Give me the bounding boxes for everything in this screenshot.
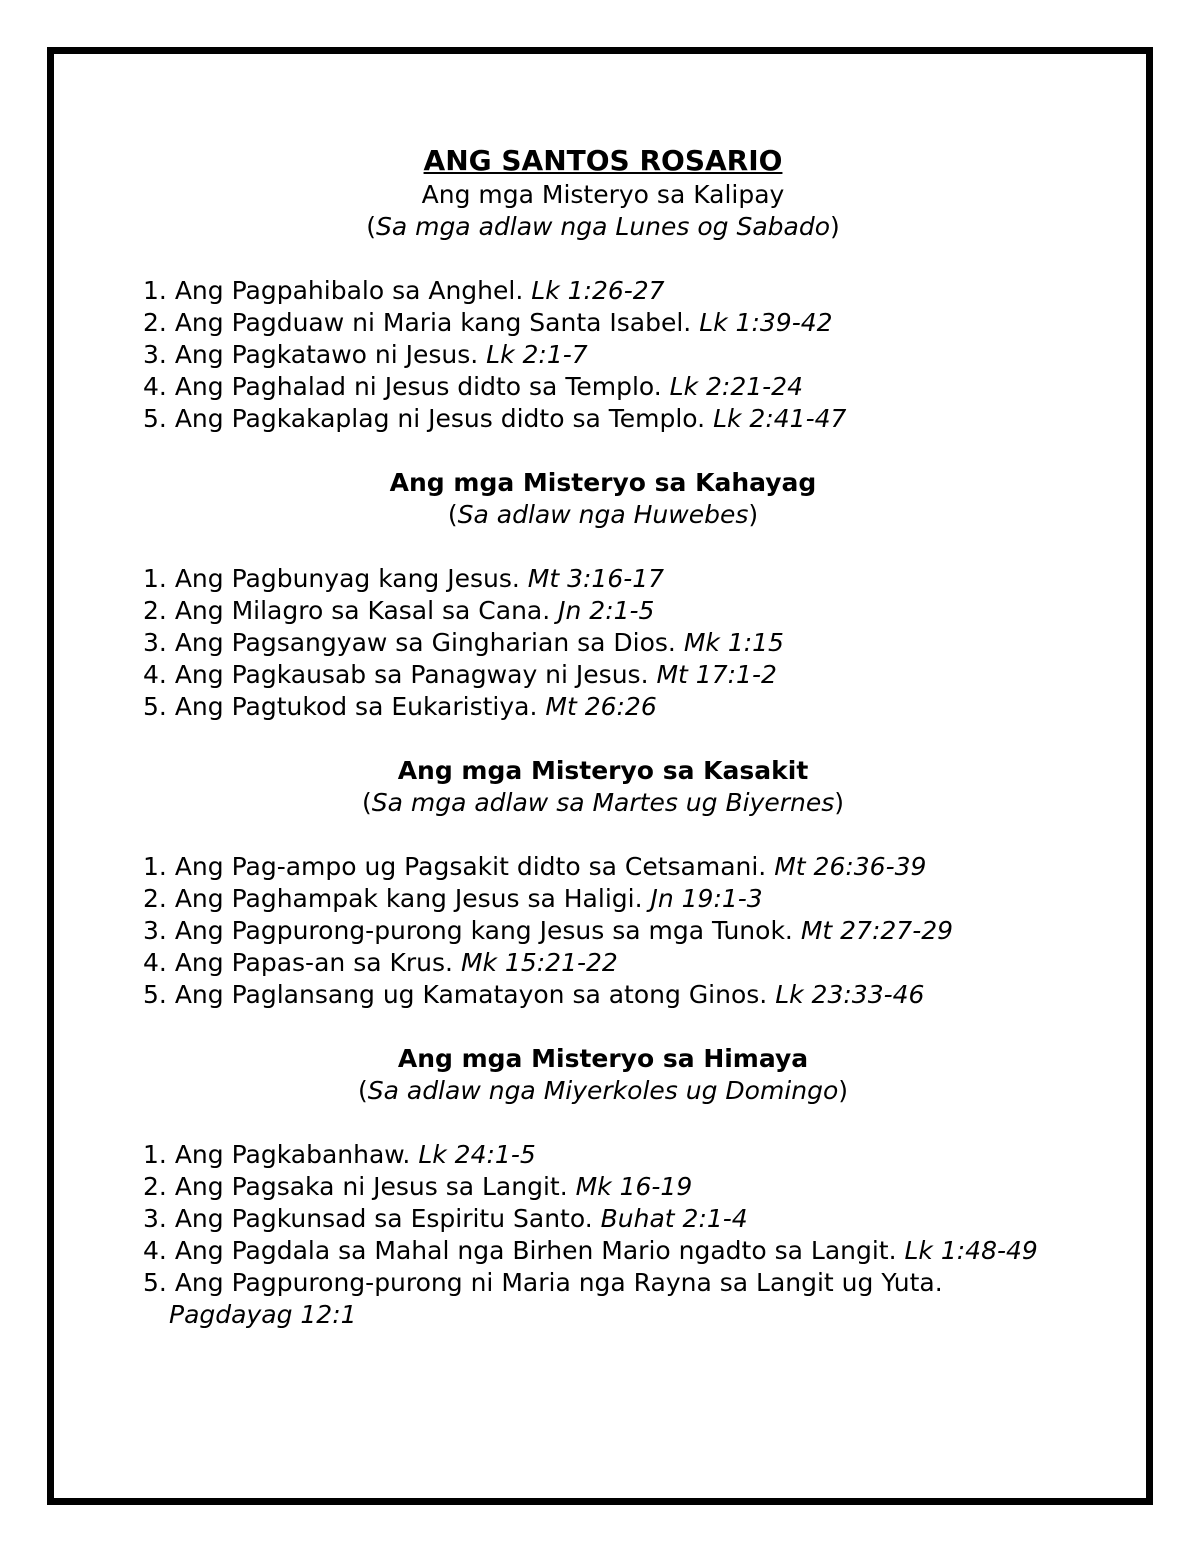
list-item: 4. Ang Pagdala sa Mahal nga Birhen Mario ngadto sa Langit. Lk 1:48-49 xyxy=(143,1236,1038,1265)
scripture-reference: Jn 19:1-3 xyxy=(650,884,763,913)
mystery-list xyxy=(143,275,1063,435)
section-days: (Sa adlaw nga Huwebes) xyxy=(447,500,759,529)
list-item: 4. Ang Papas-an sa Krus. Mk 15:21-22 xyxy=(143,948,618,977)
section-heading: Ang mga Misteryo sa Himaya xyxy=(397,1044,809,1073)
scripture-reference: Lk 2:41-47 xyxy=(713,404,847,433)
section-kahayag xyxy=(143,467,1063,723)
mystery-list xyxy=(143,563,1063,723)
section-himaya xyxy=(143,1043,1063,1331)
section-heading: Ang mga Misteryo sa Kasakit xyxy=(397,756,809,785)
scripture-reference: Mt 17:1-2 xyxy=(656,660,777,689)
section-kasakit xyxy=(143,755,1063,1011)
scripture-reference: Lk 2:1-7 xyxy=(486,340,588,369)
list-item: 3. Ang Pagkunsad sa Espiritu Santo. Buhat 2:1-4 xyxy=(143,1204,748,1233)
scripture-reference: Lk 1:48-49 xyxy=(904,1236,1038,1265)
scripture-reference: Lk 2:21-24 xyxy=(669,372,803,401)
scripture-reference: Mt 3:16-17 xyxy=(527,564,665,593)
scripture-reference: Lk 1:39-42 xyxy=(699,308,833,337)
document-title: ANG SANTOS ROSARIO xyxy=(423,144,783,177)
list-item: 3. Ang Pagsangyaw sa Gingharian sa Dios. Mk 1:15 xyxy=(143,628,784,657)
list-item: 1. Ang Pagkabanhaw. Lk 24:1-5 xyxy=(143,1140,536,1169)
list-item: 5. Ang Pagtukod sa Eukaristiya. Mt 26:26 xyxy=(143,692,657,721)
section-heading: Ang mga Misteryo sa Kalipay xyxy=(421,180,785,209)
scripture-reference: Buhat 2:1-4 xyxy=(600,1204,748,1233)
scripture-reference: Mk 16-19 xyxy=(575,1172,693,1201)
list-item: 5. Ang Pagkakaplag ni Jesus didto sa Templo. Lk 2:41-47 xyxy=(143,404,847,433)
list-item: 4. Ang Pagkausab sa Panagway ni Jesus. Mt 17:1-2 xyxy=(143,660,777,689)
list-item: 3. Ang Pagkatawo ni Jesus. Lk 2:1-7 xyxy=(143,340,588,369)
scripture-reference: Mk 1:15 xyxy=(683,628,784,657)
scripture-reference: Lk 1:26-27 xyxy=(531,276,665,305)
section-heading: Ang mga Misteryo sa Kahayag xyxy=(389,468,817,497)
list-item: 2. Ang Pagduaw ni Maria kang Santa Isabel. Lk 1:39-42 xyxy=(143,308,833,337)
scripture-reference: Mt 27:27-29 xyxy=(800,916,954,945)
section-days: (Sa adlaw nga Miyerkoles ug Domingo) xyxy=(357,1076,849,1105)
mystery-list xyxy=(143,851,1063,1011)
scripture-reference: Mk 15:21-22 xyxy=(460,948,618,977)
scripture-reference: Jn 2:1-5 xyxy=(558,596,655,625)
list-item: 5. Ang Paglansang ug Kamatayon sa atong Ginos. Lk 23:33-46 xyxy=(143,980,925,1009)
scripture-reference: Lk 23:33-46 xyxy=(775,980,925,1009)
list-item: 1. Ang Pagbunyag kang Jesus. Mt 3:16-17 xyxy=(143,564,665,593)
list-item: 1. Ang Pagpahibalo sa Anghel. Lk 1:26-27 xyxy=(143,276,665,305)
list-item: 2. Ang Paghampak kang Jesus sa Haligi. Jn 19:1-3 xyxy=(143,884,763,913)
scripture-reference: Pagdayag 12:1 xyxy=(169,1300,357,1329)
section-kalipay xyxy=(143,179,1063,435)
scripture-reference: Mt 26:36-39 xyxy=(774,852,927,881)
list-item: 4. Ang Paghalad ni Jesus didto sa Templo. Lk 2:21-24 xyxy=(143,372,803,401)
mystery-list xyxy=(143,1139,1063,1331)
list-item: 2. Ang Milagro sa Kasal sa Cana. Jn 2:1-5 xyxy=(143,596,655,625)
list-item: 1. Ang Pag-ampo ug Pagsakit didto sa Cetsamani. Mt 26:36-39 xyxy=(143,852,927,881)
scripture-reference: Lk 24:1-5 xyxy=(418,1140,536,1169)
list-item: 3. Ang Pagpurong-purong kang Jesus sa mga Tunok. Mt 27:27-29 xyxy=(143,916,954,945)
section-days: (Sa mga adlaw nga Lunes og Sabado) xyxy=(366,212,840,241)
document-content xyxy=(143,143,1063,1331)
scripture-reference: Mt 26:26 xyxy=(545,692,657,721)
section-days: (Sa mga adlaw sa Martes ug Biyernes) xyxy=(361,788,845,817)
list-item: 2. Ang Pagsaka ni Jesus sa Langit. Mk 16-19 xyxy=(143,1172,693,1201)
list-item: 5. Ang Pagpurong-purong ni Maria nga Rayna sa Langit ug Yuta. Pagdayag 12:1 xyxy=(143,1267,1063,1331)
